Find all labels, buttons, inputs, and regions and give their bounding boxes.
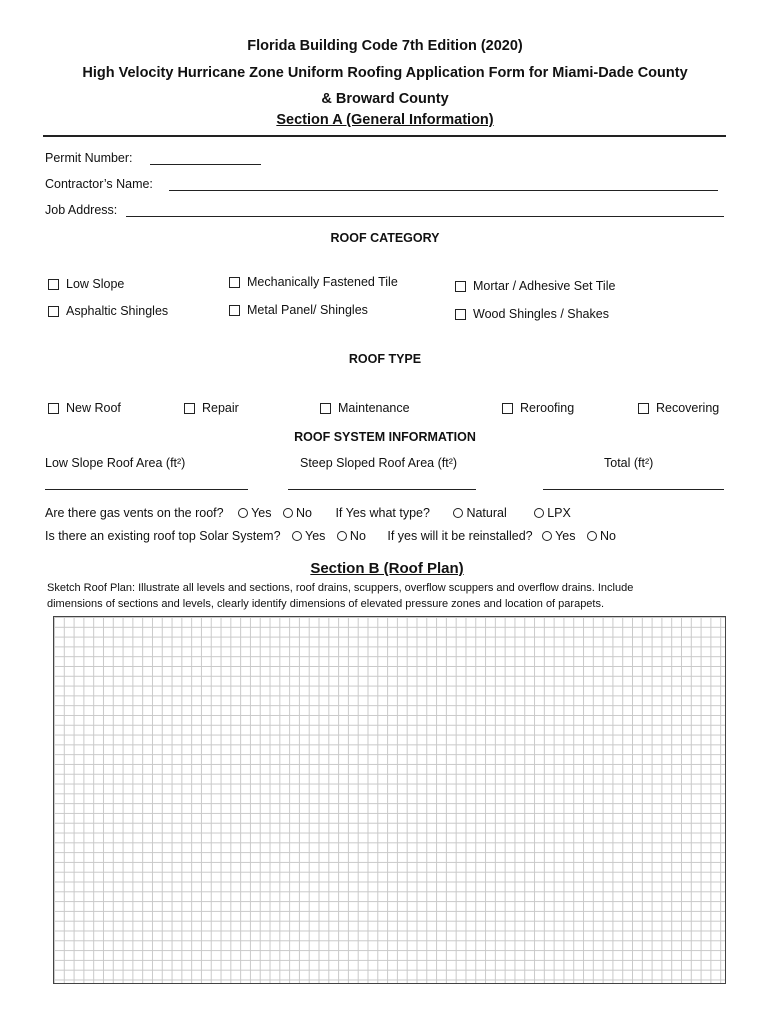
- sketch-instructions-line1: Sketch Roof Plan: Illustrate all levels and sections, roof drains, scuppers, overflow scuppers and overflow drains. Include: [47, 582, 634, 594]
- section-a-title: Section A (General Information): [276, 112, 494, 128]
- radio-icon: [534, 508, 544, 518]
- gas-vents-label: Are there gas vents on the roof?: [45, 506, 224, 520]
- solar-label: Is there an existing roof top Solar System?: [45, 529, 281, 543]
- checkbox-label: Recovering: [656, 401, 720, 415]
- checkbox-new-roof[interactable]: [48, 401, 121, 415]
- checkbox-label: Repair: [202, 401, 239, 415]
- reinstalled-no-option[interactable]: [585, 529, 616, 543]
- roof-category-heading: ROOF CATEGORY: [330, 231, 440, 245]
- gas-vents-question: [45, 506, 571, 520]
- roof-type-heading: ROOF TYPE: [348, 352, 422, 366]
- radio-icon: [337, 531, 347, 541]
- radio-icon: [587, 531, 597, 541]
- radio-icon: [453, 508, 463, 518]
- checkbox-icon: [48, 306, 59, 317]
- checkbox-label: Reroofing: [520, 401, 575, 415]
- reinstalled-yes-option[interactable]: [540, 529, 575, 543]
- roof-plan-sketch-grid[interactable]: [53, 616, 726, 984]
- gas-vents-yes-option[interactable]: [236, 506, 271, 520]
- form-title-line2: High Velocity Hurricane Zone Uniform Roofing Application Form for Miami-Dade County: [82, 65, 688, 81]
- radio-label: Yes: [305, 529, 326, 543]
- checkbox-recovering[interactable]: [638, 401, 719, 415]
- solar-yes-option[interactable]: [290, 529, 325, 543]
- checkbox-metal-panel-shingles[interactable]: [229, 303, 368, 317]
- form-title-line3: & Broward County: [321, 91, 449, 107]
- checkbox-label: Mechanically Fastened Tile: [247, 275, 398, 289]
- gas-type-lpx-option[interactable]: [532, 506, 571, 520]
- checkbox-icon: [229, 277, 240, 288]
- checkbox-icon: [320, 403, 331, 414]
- low-slope-area-label: Low Slope Roof Area (ft²): [45, 456, 186, 470]
- contractor-name-field[interactable]: [169, 190, 718, 191]
- radio-label: No: [599, 529, 616, 543]
- checkbox-maintenance[interactable]: [320, 401, 410, 415]
- total-area-label: Total (ft²): [604, 456, 654, 470]
- checkbox-icon: [184, 403, 195, 414]
- checkbox-label: Maintenance: [338, 401, 410, 415]
- reinstalled-label: If yes will it be reinstalled?: [387, 529, 533, 543]
- sketch-instructions-line2: dimensions of sections and levels, clearly identify dimensions of elevated pressure zones and location of parapets.: [47, 598, 605, 610]
- radio-label: Yes: [251, 506, 272, 520]
- radio-icon: [292, 531, 302, 541]
- checkbox-asphaltic-shingles[interactable]: [48, 304, 168, 318]
- checkbox-icon: [638, 403, 649, 414]
- job-address-label: Job Address:: [45, 203, 118, 217]
- radio-label: Yes: [555, 529, 576, 543]
- roof-system-heading: ROOF SYSTEM INFORMATION: [294, 430, 476, 444]
- gas-type-natural-option[interactable]: [451, 506, 506, 520]
- radio-label: No: [295, 506, 312, 520]
- radio-label: LPX: [547, 506, 571, 520]
- contractor-name-label: Contractor’s Name:: [45, 177, 153, 191]
- checkbox-label: Asphaltic Shingles: [66, 304, 169, 318]
- radio-icon: [542, 531, 552, 541]
- checkbox-icon: [229, 305, 240, 316]
- steep-slope-area-label: Steep Sloped Roof Area (ft²): [300, 456, 458, 470]
- checkbox-icon: [48, 403, 59, 414]
- form-title-line1: Florida Building Code 7th Edition (2020): [247, 38, 523, 54]
- permit-number-label: Permit Number:: [45, 151, 133, 165]
- checkbox-label: Wood Shingles / Shakes: [473, 307, 609, 321]
- header-divider: [43, 135, 726, 137]
- solar-no-option[interactable]: [335, 529, 366, 543]
- checkbox-label: Mortar / Adhesive Set Tile: [473, 279, 616, 293]
- solar-question: [45, 529, 616, 543]
- low-slope-area-field[interactable]: [45, 489, 248, 490]
- checkbox-icon: [502, 403, 513, 414]
- checkbox-label: Low Slope: [66, 277, 125, 291]
- checkbox-mortar-adhesive-set-tile[interactable]: [455, 279, 615, 293]
- total-area-field[interactable]: [543, 489, 724, 490]
- gas-type-label: If Yes what type?: [335, 506, 430, 520]
- checkbox-repair[interactable]: [184, 401, 239, 415]
- checkbox-icon: [48, 279, 59, 290]
- steep-slope-area-field[interactable]: [288, 489, 476, 490]
- checkbox-label: Metal Panel/ Shingles: [247, 303, 368, 317]
- checkbox-icon: [455, 281, 466, 292]
- checkbox-wood-shingles-shakes[interactable]: [455, 307, 609, 321]
- permit-number-field[interactable]: [150, 164, 261, 165]
- radio-label: No: [349, 529, 366, 543]
- checkbox-mechanically-fastened-tile[interactable]: [229, 275, 398, 289]
- section-b-title: Section B (Roof Plan): [310, 560, 464, 577]
- job-address-field[interactable]: [126, 216, 724, 217]
- checkbox-reroofing[interactable]: [502, 401, 574, 415]
- radio-icon: [238, 508, 248, 518]
- checkbox-icon: [455, 309, 466, 320]
- checkbox-low-slope[interactable]: [48, 277, 124, 291]
- radio-icon: [283, 508, 293, 518]
- radio-label: Natural: [466, 506, 507, 520]
- gas-vents-no-option[interactable]: [281, 506, 312, 520]
- checkbox-label: New Roof: [66, 401, 121, 415]
